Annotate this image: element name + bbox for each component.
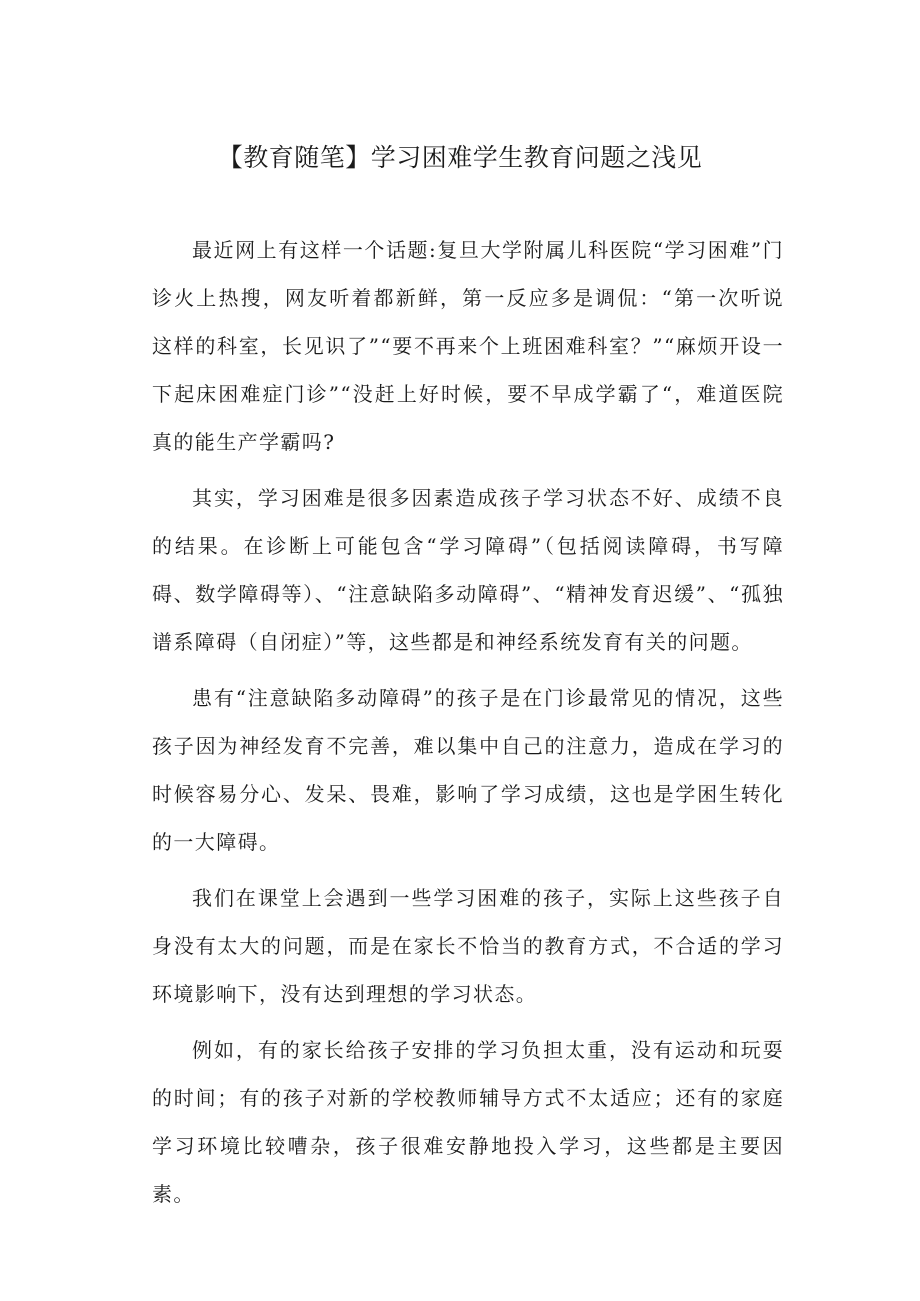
paragraph-1: 最近网上有这样一个话题:复旦大学附属儿科医院“学习困难”门诊火上热搜，网友听着都新鲜，第一反应多是调侃：“第一次听说这样的科室，长见识了”“要不再来个上班困难科室？”“麻烦开设一下起床困难症门诊”“没赶上好时候，要不早成学霸了“，难道医院真的能生产学霸吗? [152, 238, 784, 454]
document-body [152, 226, 784, 1226]
paragraph-3: 患有“注意缺陷多动障碍”的孩子是在门诊最常见的情况，这些孩子因为神经发育不完善，难以集中自己的注意力，造成在学习的时候容易分心、发呆、畏难，影响了学习成绩，这也是学困生转化的一大障碍。 [152, 686, 784, 854]
paragraph-5: 例如，有的家长给孩子安排的学习负担太重，没有运动和玩耍的时间；有的孩子对新的学校教师辅导方式不太适应；还有的家庭学习环境比较嘈杂，孩子很难安静地投入学习，这些都是主要因素。 [152, 1038, 784, 1206]
paragraph-4: 我们在课堂上会遇到一些学习困难的孩子，实际上这些孩子自身没有太大的问题，而是在家长不恰当的教育方式，不合适的学习环境影响下，没有达到理想的学习状态。 [152, 886, 784, 1006]
document-title: 【教育随笔】学习困难学生教育问题之浅见 [217, 143, 703, 172]
paragraph-2: 其实，学习困难是很多因素造成孩子学习状态不好、成绩不良的结果。在诊断上可能包含“学习障碍”（包括阅读障碍，书写障碍、数学障碍等）、“注意缺陷多动障碍”、“精神发育迟缓”、“孤独谱系障碍（自闭症）”等，这些都是和神经系统发育有关的问题。 [152, 486, 784, 654]
